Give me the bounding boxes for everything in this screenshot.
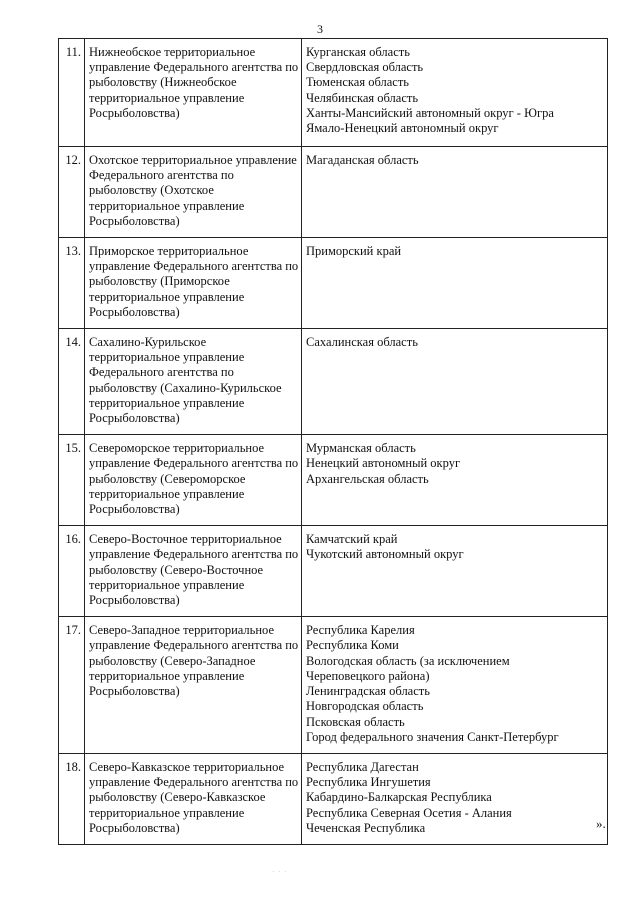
agency-name-line: Сахалино-Курильское bbox=[89, 335, 207, 350]
agency-name-cell bbox=[85, 753, 302, 844]
agency-name-line: территориальное управление bbox=[89, 289, 245, 304]
federal-subject: Ненецкий автономный округ bbox=[306, 456, 461, 471]
agency-name-line: Северо-Западное территориальное bbox=[89, 623, 275, 638]
table-row bbox=[59, 329, 608, 435]
agency-name-line: управление Федерального агентства по bbox=[89, 456, 299, 471]
row-number: 14. bbox=[59, 329, 85, 435]
federal-subject: Республика Карелия bbox=[306, 623, 415, 638]
federal-subject: Новгородская область bbox=[306, 699, 424, 714]
agency-name-line: Североморское территориальное bbox=[89, 441, 265, 456]
agency-name-line: Росрыболовства) bbox=[89, 213, 180, 228]
table-row bbox=[59, 39, 608, 147]
table-row bbox=[59, 526, 608, 617]
row-number: 12. bbox=[59, 147, 85, 238]
agency-name-line: Нижнеобское территориальное bbox=[89, 45, 256, 59]
agency-name-line: территориальное управление bbox=[89, 198, 245, 213]
federal-subject: Кабардино-Балкарская Республика bbox=[306, 790, 492, 805]
agency-name-cell bbox=[85, 147, 302, 238]
row-number: 11. bbox=[59, 39, 85, 147]
federal-subject: Ленинградская область bbox=[306, 684, 430, 699]
agency-name-line: управление Федерального агентства по bbox=[89, 638, 299, 653]
agency-name-line: рыболовству (Северо-Западное bbox=[89, 653, 256, 668]
federal-subject: Архангельская область bbox=[306, 471, 429, 486]
federal-subject: Республика Дагестан bbox=[306, 759, 419, 774]
federal-subject: Республика Коми bbox=[306, 638, 399, 653]
agency-name-line: рыболовству (Североморское bbox=[89, 471, 246, 486]
agency-name-line: территориальное управление bbox=[89, 668, 245, 683]
federal-subject: Череповецкого района) bbox=[306, 668, 430, 683]
federal-subjects-cell bbox=[302, 39, 608, 147]
federal-subject: Республика Ингушетия bbox=[306, 775, 431, 790]
agency-name-cell bbox=[85, 238, 302, 329]
scan-artifact: · · · bbox=[272, 868, 288, 876]
agency-name-line: Росрыболовства) bbox=[89, 502, 180, 517]
table-row bbox=[59, 617, 608, 754]
agency-name-line: Росрыболовства) bbox=[89, 684, 180, 699]
federal-subject: Город федерального значения Санкт-Петербург bbox=[306, 729, 559, 744]
federal-subject: Челябинская область bbox=[306, 90, 419, 105]
federal-subjects-cell bbox=[302, 238, 608, 329]
federal-subjects-cell bbox=[302, 617, 608, 754]
row-number: 18. bbox=[59, 753, 85, 844]
agency-name-line: управление Федерального агентства по bbox=[89, 547, 299, 562]
federal-subject: Чеченская Республика bbox=[306, 820, 426, 835]
page-number: 3 bbox=[317, 22, 323, 36]
federal-subject: Свердловская область bbox=[306, 60, 424, 75]
federal-subjects-cell bbox=[302, 753, 608, 844]
federal-subject: Тюменская область bbox=[306, 75, 409, 90]
agency-name-line: Росрыболовства) bbox=[89, 411, 180, 426]
agency-name-cell bbox=[85, 329, 302, 435]
closing-quote: ». bbox=[596, 816, 606, 831]
federal-subject: Приморский край bbox=[306, 244, 402, 259]
agency-name-cell bbox=[85, 39, 302, 147]
row-number: 13. bbox=[59, 238, 85, 329]
table-body bbox=[59, 39, 608, 845]
row-number: 17. bbox=[59, 617, 85, 754]
federal-subject: Псковская область bbox=[306, 714, 405, 729]
federal-subjects-cell bbox=[302, 147, 608, 238]
federal-subject: Вологодская область (за исключением bbox=[306, 653, 510, 668]
federal-subject: Магаданская область bbox=[306, 153, 419, 167]
federal-subject: Мурманская область bbox=[306, 441, 416, 456]
agency-name-line: территориальное управление bbox=[89, 90, 245, 105]
agency-name-line: Росрыболовства) bbox=[89, 820, 180, 835]
agency-name-line: рыболовству (Охотское bbox=[89, 183, 214, 198]
agency-name-line: управление Федерального агентства по bbox=[89, 775, 299, 790]
agency-name-line: Северо-Восточное территориальное bbox=[89, 532, 282, 547]
federal-subject: Курганская область bbox=[306, 45, 410, 59]
agency-name-line: управление Федерального агентства по bbox=[89, 60, 299, 75]
agency-name-line: Охотское территориальное управление bbox=[89, 153, 297, 167]
federal-subject: Ямало-Ненецкий автономный округ bbox=[306, 121, 499, 136]
table-row bbox=[59, 435, 608, 526]
agency-name-line: территориальное управление bbox=[89, 395, 245, 410]
agency-name-cell bbox=[85, 526, 302, 617]
table-row bbox=[59, 147, 608, 238]
table-row bbox=[59, 238, 608, 329]
territorial-offices-table bbox=[58, 38, 608, 845]
agency-name-line: территориальное управление bbox=[89, 577, 245, 592]
federal-subjects-cell bbox=[302, 435, 608, 526]
federal-subjects-cell bbox=[302, 526, 608, 617]
agency-name-line: рыболовству (Северо-Восточное bbox=[89, 562, 264, 577]
agency-name-line: Федерального агентства по bbox=[89, 168, 234, 183]
federal-subject: Камчатский край bbox=[306, 532, 398, 547]
row-number: 15. bbox=[59, 435, 85, 526]
agency-name-line: рыболовству (Приморское bbox=[89, 274, 230, 289]
agency-name-cell bbox=[85, 617, 302, 754]
agency-name-line: рыболовству (Северо-Кавказское bbox=[89, 790, 266, 805]
agency-name-line: территориальное управление bbox=[89, 805, 245, 820]
agency-name-line: Росрыболовства) bbox=[89, 105, 180, 120]
federal-subjects-cell bbox=[302, 329, 608, 435]
agency-name-line: территориальное управление bbox=[89, 486, 245, 501]
agency-name-line: Северо-Кавказское территориальное bbox=[89, 759, 285, 774]
agency-name-line: рыболовству (Сахалино-Курильское bbox=[89, 380, 282, 395]
agency-name-cell bbox=[85, 435, 302, 526]
federal-subject: Республика Северная Осетия - Алания bbox=[306, 805, 512, 820]
agency-name-line: Росрыболовства) bbox=[89, 304, 180, 319]
agency-name-line: Росрыболовства) bbox=[89, 593, 180, 608]
table-row bbox=[59, 753, 608, 844]
agency-name-line: рыболовству (Нижнеобское bbox=[89, 75, 237, 90]
row-number: 16. bbox=[59, 526, 85, 617]
federal-subject: Ханты-Мансийский автономный округ - Югра bbox=[306, 105, 554, 120]
federal-subject: Чукотский автономный округ bbox=[306, 547, 464, 562]
agency-name-line: управление Федерального агентства по bbox=[89, 259, 299, 274]
agency-name-line: территориальное управление bbox=[89, 350, 245, 365]
federal-subject: Сахалинская область bbox=[306, 335, 418, 350]
agency-name-line: Приморское территориальное bbox=[89, 244, 249, 259]
agency-name-line: Федерального агентства по bbox=[89, 365, 234, 380]
